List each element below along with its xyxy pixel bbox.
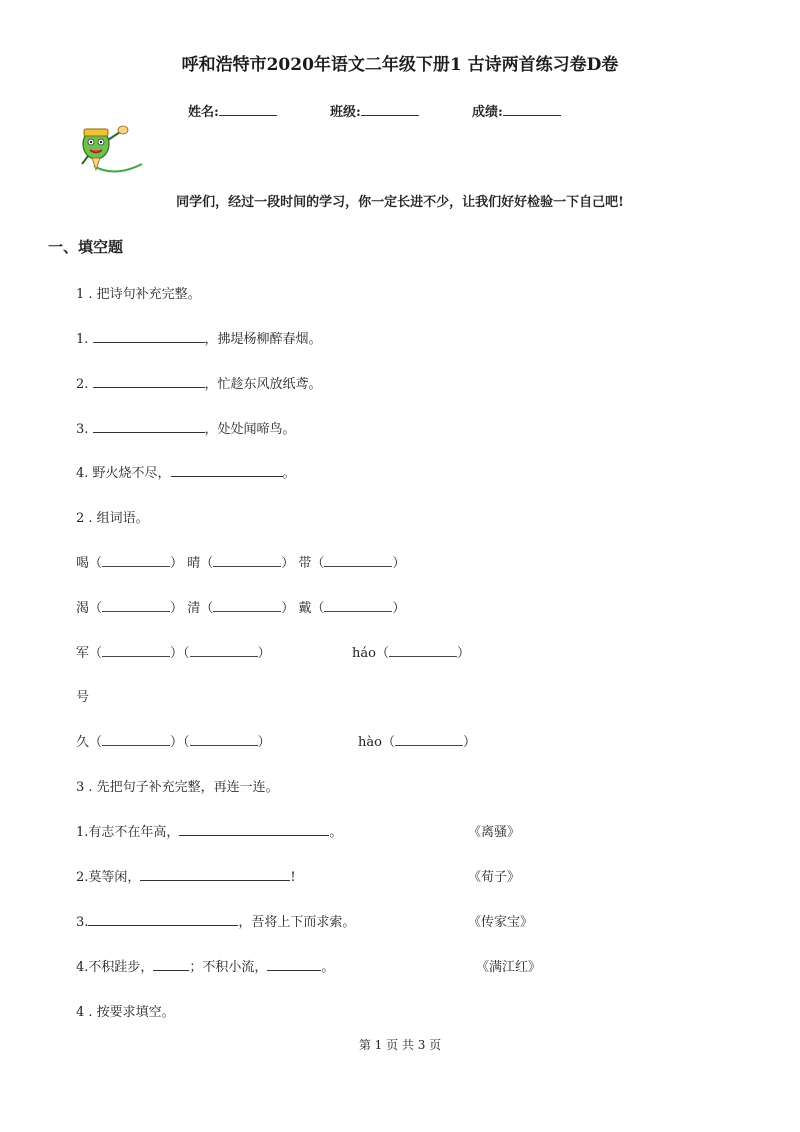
q2-r1-blank-1[interactable] — [102, 554, 170, 567]
q2-r1-char-3: 带 — [298, 556, 312, 571]
paren-open: （ — [89, 735, 103, 750]
q2-row-4-pinyin — [358, 731, 476, 750]
q2-r2-char-3: 戴 — [298, 601, 312, 616]
q3-l4-b: ；不积小流， — [189, 960, 268, 975]
q1-item-3-suffix: ，处处闻啼鸟。 — [204, 422, 296, 437]
paren-open: （ — [183, 735, 190, 750]
q3-l3-blank[interactable] — [88, 913, 238, 926]
q3-line-1 — [76, 821, 342, 840]
q2-row-3 — [76, 642, 271, 661]
q2-r4-pinyin: hào — [358, 735, 382, 750]
name-label: 姓名: — [188, 105, 219, 120]
q3-l3-suffix: ，吾将上下而求索。 — [238, 915, 356, 930]
q2-r3-char: 军 — [76, 646, 90, 661]
q1-item-1 — [76, 328, 322, 347]
section-title: 一、填空题 — [48, 238, 124, 256]
q2-row-1 — [76, 552, 405, 571]
q1-item-2-prefix: 2. — [76, 377, 89, 392]
paren-close: ） — [170, 601, 184, 616]
paren-open: （ — [381, 735, 395, 750]
q3-l1-blank[interactable] — [179, 823, 329, 836]
q3-source-1: 《离骚》 — [468, 825, 521, 840]
q3-l4-blank-2[interactable] — [267, 958, 321, 971]
class-label: 班级: — [330, 105, 361, 120]
q2-r4-blank-2[interactable] — [190, 733, 258, 746]
q2-r3-blank-2[interactable] — [190, 644, 258, 657]
q3-l4-blank-1[interactable] — [153, 958, 189, 971]
q3-line-3 — [76, 911, 355, 930]
intro-text: 同学们，经过一段时间的学习，你一定长进不少，让我们好好检验一下自己吧! — [176, 195, 624, 210]
score-field — [472, 101, 561, 120]
q2-r2-char-1: 渴 — [76, 601, 90, 616]
q1-item-3-prefix: 3. — [76, 422, 89, 437]
q1-item-2 — [76, 373, 322, 392]
paren-close: ） — [257, 735, 271, 750]
q3-source-3: 《传家宝》 — [468, 915, 534, 930]
paren-close: ） — [456, 646, 470, 661]
q3-l4-a: 4.不积跬步， — [76, 960, 154, 975]
paren-open: （ — [375, 646, 389, 661]
name-field — [188, 101, 277, 120]
q1-item-1-prefix: 1. — [76, 332, 89, 347]
q3-line-4 — [76, 956, 334, 975]
paren-open: （ — [311, 556, 325, 571]
q3-l1-prefix: 1.有志不在年高， — [76, 825, 180, 840]
q3-l3-prefix: 3. — [76, 915, 89, 930]
paren-open: （ — [183, 646, 190, 661]
q1-item-2-suffix: ，忙趁东风放纸鸢。 — [204, 377, 322, 392]
q4-stem: 4 . 按要求填空。 — [76, 1005, 175, 1020]
q1-stem: 1 . 把诗句补充完整。 — [76, 287, 201, 302]
q2-row-3-pinyin — [352, 642, 470, 661]
pencil-mascot-icon — [74, 120, 146, 176]
q1-item-2-blank[interactable] — [93, 375, 205, 388]
q3-source-2: 《荀子》 — [468, 870, 521, 885]
q2-r2-blank-3[interactable] — [324, 599, 392, 612]
q2-r2-char-2: 清 — [187, 601, 201, 616]
q3-l2-blank[interactable] — [140, 868, 290, 881]
paren-close: ） — [462, 735, 476, 750]
paren-open: （ — [89, 556, 103, 571]
paren-open: （ — [200, 556, 214, 571]
q1-item-3 — [76, 418, 296, 437]
paren-close: ） — [392, 601, 406, 616]
score-blank[interactable] — [503, 103, 561, 116]
q2-r2-blank-2[interactable] — [213, 599, 281, 612]
q2-r4-char: 久 — [76, 735, 90, 750]
q2-row-4 — [76, 731, 271, 750]
q2-row-3-extra: 号 — [76, 690, 90, 705]
class-blank[interactable] — [361, 103, 419, 116]
paren-close: ） — [170, 646, 184, 661]
q3-source-4: 《满江红》 — [476, 960, 542, 975]
q2-row-2 — [76, 597, 405, 616]
paren-open: （ — [200, 601, 214, 616]
q2-r3-pinyin-blank[interactable] — [389, 644, 457, 657]
q1-item-1-blank[interactable] — [93, 330, 205, 343]
q1-item-4-blank[interactable] — [171, 464, 283, 477]
paren-open: （ — [311, 601, 325, 616]
page-title: 呼和浩特市2020年语文二年级下册1 古诗两首练习卷D卷 — [181, 55, 619, 75]
q1-item-4-suffix: 。 — [282, 466, 296, 481]
q3-line-2 — [76, 866, 296, 885]
page-footer: 第 1 页 共 3 页 — [358, 1038, 442, 1052]
q2-r1-char-1: 喝 — [76, 556, 90, 571]
q3-stem: 3 . 先把句子补充完整，再连一连。 — [76, 780, 279, 795]
q1-item-4 — [76, 462, 296, 481]
score-label: 成绩: — [472, 105, 503, 120]
q2-r4-pinyin-blank[interactable] — [395, 733, 463, 746]
paren-open: （ — [89, 646, 103, 661]
paren-open: （ — [89, 601, 103, 616]
paren-close: ） — [392, 556, 406, 571]
q2-stem: 2 . 组词语。 — [76, 511, 149, 526]
q3-l1-suffix: 。 — [329, 825, 343, 840]
q2-r3-pinyin: háo — [352, 646, 376, 661]
paren-close: ） — [281, 556, 295, 571]
q2-r1-blank-2[interactable] — [213, 554, 281, 567]
q2-r1-char-2: 晴 — [187, 556, 201, 571]
paren-close: ） — [170, 735, 184, 750]
q1-item-1-suffix: ，拂堤杨柳醉春烟。 — [204, 332, 322, 347]
name-blank[interactable] — [219, 103, 277, 116]
paren-close: ） — [257, 646, 271, 661]
q3-l2-prefix: 2.莫等闲， — [76, 870, 141, 885]
q2-r2-blank-1[interactable] — [102, 599, 170, 612]
paren-close: ） — [170, 556, 184, 571]
q1-item-4-prefix: 4. 野火烧不尽， — [76, 466, 171, 481]
q1-item-3-blank[interactable] — [93, 420, 205, 433]
q2-r4-blank-1[interactable] — [102, 733, 170, 746]
q3-l2-suffix: ! — [290, 870, 296, 885]
paren-close: ） — [281, 601, 295, 616]
q2-r3-blank-1[interactable] — [102, 644, 170, 657]
q2-r1-blank-3[interactable] — [324, 554, 392, 567]
q3-l4-c: 。 — [321, 960, 335, 975]
class-field — [330, 101, 419, 120]
